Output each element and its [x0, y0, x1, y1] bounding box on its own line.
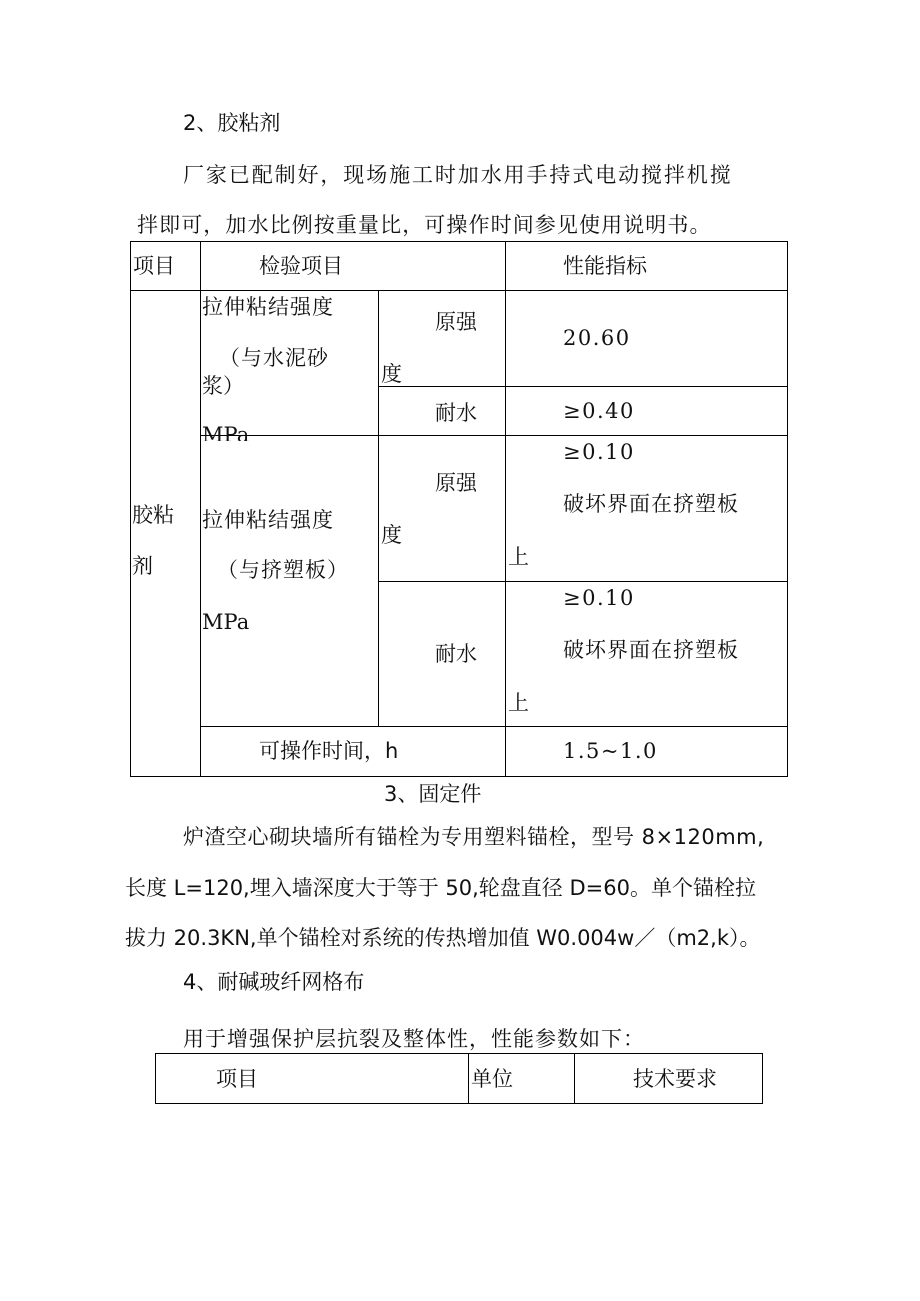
- group-1-title-line-3: 浆）: [202, 374, 244, 398]
- mesh-header-item: 项目: [216, 1067, 258, 1091]
- group-2-value-original-3: 上: [508, 545, 529, 569]
- group-2-value-original-1: ≥0.10: [563, 440, 635, 464]
- mesh-header-unit: 单位: [471, 1067, 513, 1091]
- section-3-line-1: 炉渣空心砌块墙所有锚栓为专用塑料锚栓，型号 8×120mm,: [183, 825, 765, 849]
- group-1-value-original: 20.60: [563, 326, 631, 350]
- row-label-line-2: 剂: [132, 554, 153, 578]
- group-2-title-line-1: 拉伸粘结强度: [202, 508, 334, 532]
- operate-time-label: 可操作时间，h: [259, 739, 399, 763]
- section-2-para-line-1: 厂家已配制好，现场施工时加水用手持式电动搅拌机搅: [183, 163, 733, 187]
- section-2-heading: 2、胶粘剂: [183, 111, 281, 135]
- group-1-sub-label-water: 耐水: [435, 401, 477, 425]
- section-3-line-2: 长度 L=120,埋入墙深度大于等于 50,轮盘直径 D=60。单个锚栓拉: [125, 876, 756, 900]
- group-2-title-line-2: （与挤塑板）: [217, 558, 349, 582]
- group-1-value-water: ≥0.40: [563, 399, 635, 423]
- mesh-header-requirement: 技术要求: [633, 1067, 717, 1091]
- group-2-value-water-2: 破坏界面在挤塑板: [563, 638, 739, 662]
- group-2-title-unit: MPa: [202, 610, 250, 634]
- group-1-title-line-1: 拉伸粘结强度: [202, 295, 334, 319]
- group-1-sub-label-a: 原强: [435, 310, 477, 334]
- group-2-value-original-2: 破坏界面在挤塑板: [563, 492, 739, 516]
- group-1-unit-text: MPa: [202, 425, 250, 441]
- header-performance: 性能指标: [563, 254, 647, 278]
- group-1-title-unit: [202, 425, 249, 441]
- header-test-item: 检验项目: [259, 254, 343, 278]
- section-2-para-line-2: 拌即可，加水比例按重量比，可操作时间参见使用说明书。: [137, 213, 712, 237]
- section-3-line-3: 拔力 20.3KN,单个锚栓对系统的传热增加值 W0.004w／（m2,k）。: [125, 926, 761, 950]
- group-1-sub-label-b: 度: [381, 362, 402, 386]
- section-4-para: 用于增强保护层抗裂及整体性，性能参数如下：: [183, 1027, 645, 1051]
- row-label-line-1: 胶粘: [132, 503, 174, 527]
- group-2-sub-label-a: 原强: [435, 471, 477, 495]
- operate-time-value: 1.5~1.0: [563, 739, 658, 763]
- section-3-heading: 3、固定件: [384, 782, 482, 806]
- group-2-value-water-1: ≥0.10: [563, 586, 635, 610]
- group-2-value-water-3: 上: [508, 691, 529, 715]
- group-1-title-line-2: （与水泥砂: [219, 346, 329, 370]
- header-item: 项目: [133, 254, 175, 278]
- section-4-heading: 4、耐碱玻纤网格布: [183, 970, 365, 994]
- group-2-sub-label-b: 度: [381, 523, 402, 547]
- group-2-sub-label-water: 耐水: [435, 642, 477, 666]
